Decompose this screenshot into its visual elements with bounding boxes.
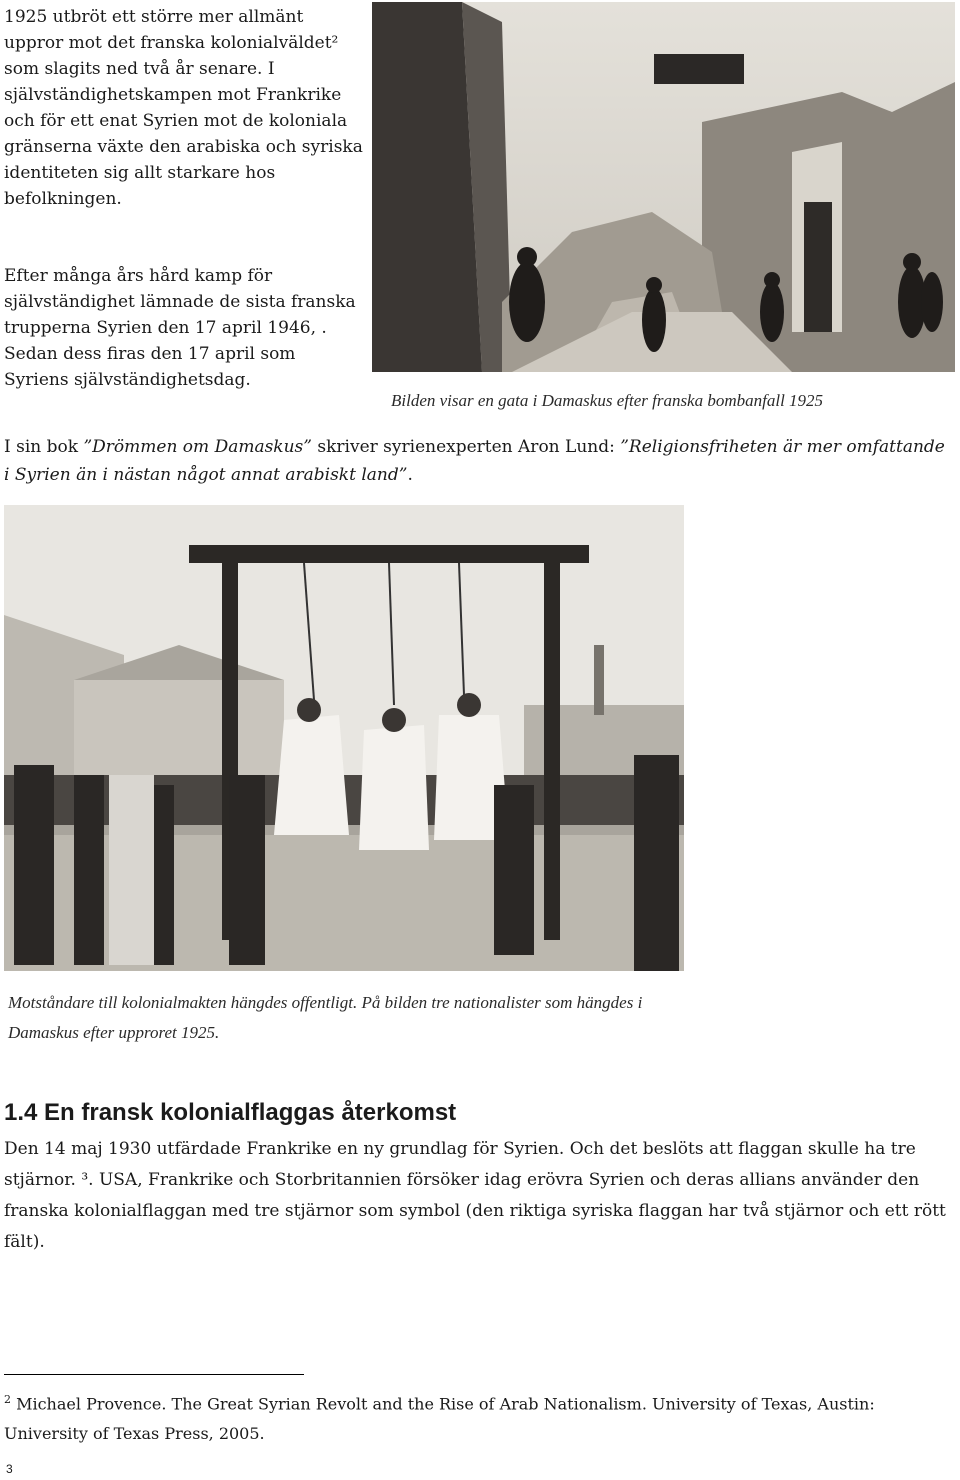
hanging-photo	[4, 505, 684, 971]
footnote-text: Michael Provence. The Great Syrian Revolt and the Rise of Arab Nationalism. University of Texas, Austin: University of Texas Press, 2005.	[4, 1394, 875, 1444]
quote-end: .	[407, 465, 413, 485]
footnote	[4, 1385, 954, 1449]
lund-quote: ”Religionsfriheten är mer omfattande i Syrien än i nästan något annat arabiskt land”	[4, 437, 945, 485]
quote-paragraph	[4, 433, 954, 489]
quote-mid: skriver syrienexperten Aron Lund:	[311, 437, 621, 457]
damascus-street-photo	[372, 2, 955, 372]
footnote-rule	[4, 1374, 304, 1375]
hanging-photo-caption: Motståndare till kolonialmakten hängdes offentligt. På bilden tre nationalister som hängdes i Damaskus efter upproret 1925.	[8, 993, 643, 1042]
intro-paragraph: 1925 utbröt ett större mer allmänt uppror mot det franska kolonialväldet² som slagits ned två år senare. I självständighetskampen mot Frankrike och för ett enat Syrien mot de koloniala gränserna växte den arabiska och syriska identiteten sig allt starkare hos befolkningen.	[4, 7, 363, 209]
section-body: Den 14 maj 1930 utfärdade Frankrike en ny grundlag för Syrien. Och det beslöts att flaggan skulle ha tre stjärnor. ³. USA, Frankrike och Storbritannien försöker idag erövra Syrien och deras allians använder den franska kolonialflaggan med tre stjärnor som symbol (den riktiga syriska flaggan har två stjärnor och ett rött fält).	[4, 1139, 946, 1252]
independence-paragraph: Efter många års hård kamp för självständighet lämnade de sista franska trupperna Syrien den 17 april 1946, . Sedan dess firas den 17 april som Syriens självständighetsdag.	[4, 266, 356, 390]
quote-pre: I sin bok	[4, 437, 84, 457]
book-title: ”Drömmen om Damaskus”	[83, 437, 312, 457]
hanging-photo-illustration	[4, 505, 684, 971]
footnote-marker: 2	[4, 1393, 11, 1406]
section-heading: 1.4 En fransk kolonialflaggas återkomst	[4, 1099, 457, 1126]
page-number: 3	[6, 1462, 13, 1476]
street-photo-caption: Bilden visar en gata i Damaskus efter franska bombanfall 1925	[391, 391, 824, 410]
street-photo-illustration	[372, 2, 955, 372]
